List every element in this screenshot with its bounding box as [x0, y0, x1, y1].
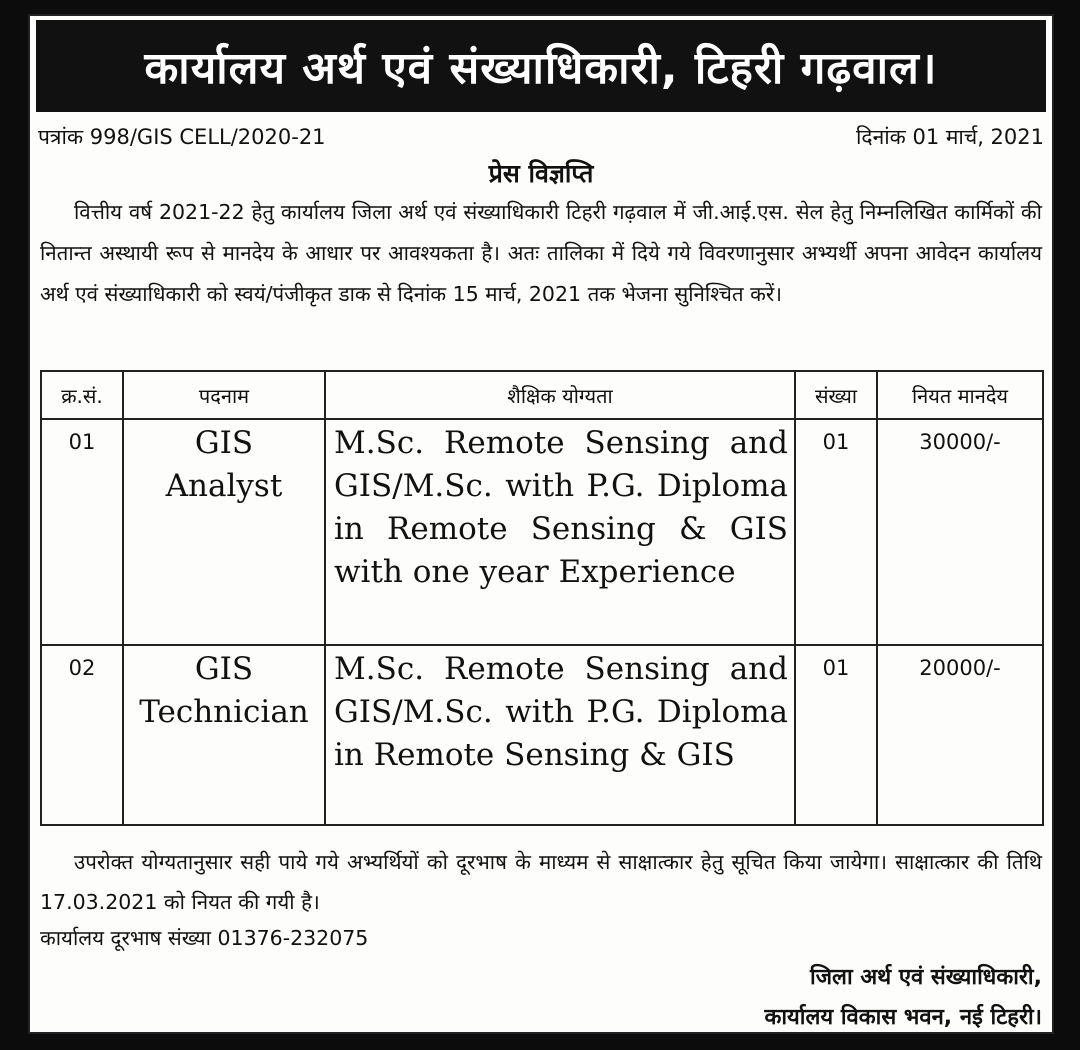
- letter-number: पत्रांक 998/GIS CELL/2020-21: [38, 125, 326, 149]
- intro-paragraph: वित्तीय वर्ष 2021-22 हेतु कार्यालय जिला अर्थ एवं संख्याधिकारी टिहरी गढ़वाल में जी.आई.एस. सेल हेतु निम्नलिखित कार्मिकों की नितान्त अस्थायी रूप से मानदेय के आधार पर आवश्यकता है। अतः तालिका में दिये गये विवरणानुसार अभ्यर्थी अपना आवेदन कार्यालय अर्थ एवं संख्याधिकारी को स्वयं/पंजीकृत डाक से दिनांक 15 मार्च, 2021 तक भेजना सुनिश्चित करें।: [40, 200, 1042, 306]
- signature-address: कार्यालय विकास भवन, नई टिहरी।: [764, 1005, 1042, 1030]
- post-count: 01: [795, 419, 877, 645]
- reference-line: [38, 120, 1044, 154]
- post-name-text: GIS Technician: [139, 651, 309, 730]
- post-name: [123, 645, 325, 825]
- honorarium: 30000/-: [877, 419, 1043, 645]
- press-release-document: [28, 14, 1054, 1034]
- qualification: [325, 645, 795, 825]
- signature-designation: जिला अर्थ एवं संख्याधिकारी,: [810, 965, 1042, 990]
- office-phone: कार्यालय दूरभाष संख्या 01376-232075: [40, 926, 369, 950]
- header-serial: क्र.सं.: [41, 371, 123, 419]
- vacancy-table: [40, 370, 1044, 826]
- office-title: कार्यालय अर्थ एवं संख्याधिकारी, टिहरी गढ़वाल।: [144, 43, 938, 94]
- post-count: 01: [795, 645, 877, 825]
- table-row: [41, 645, 1043, 825]
- serial-number: 02: [41, 645, 123, 825]
- issue-date: दिनांक 01 मार्च, 2021: [855, 125, 1044, 149]
- qualification-text: M.Sc. Remote Sensing and GIS/M.Sc. with P.G. Diploma in Remote Sensing & GIS with one year Experience: [334, 425, 788, 590]
- header-count: संख्या: [795, 371, 877, 419]
- header-qualification: शैक्षिक योग्यता: [325, 371, 795, 419]
- notice-title: प्रेस विज्ञप्ति: [488, 159, 594, 188]
- table-header-row: [41, 371, 1043, 419]
- header-post: पदनाम: [123, 371, 325, 419]
- post-name-text: GIS Analyst: [165, 425, 283, 504]
- honorarium: 20000/-: [877, 645, 1043, 825]
- serial-number: 01: [41, 419, 123, 645]
- interview-note: उपरोक्त योग्यतानुसार सही पाये गये अभ्यर्थियों को दूरभाष के माध्यम से साक्षात्कार हेतु सूचित किया जायेगा। साक्षात्कार की तिथि 17.03.2021 को नियत की गयी है।: [40, 850, 1042, 914]
- header-honorarium: नियत मानदेय: [877, 371, 1043, 419]
- office-masthead: [36, 20, 1046, 112]
- qualification-text: M.Sc. Remote Sensing and GIS/M.Sc. with P.G. Diploma in Remote Sensing & GIS: [334, 651, 788, 773]
- qualification: [325, 419, 795, 645]
- signature-block: [764, 958, 1042, 1038]
- table-row: [41, 419, 1043, 645]
- post-name: [123, 419, 325, 645]
